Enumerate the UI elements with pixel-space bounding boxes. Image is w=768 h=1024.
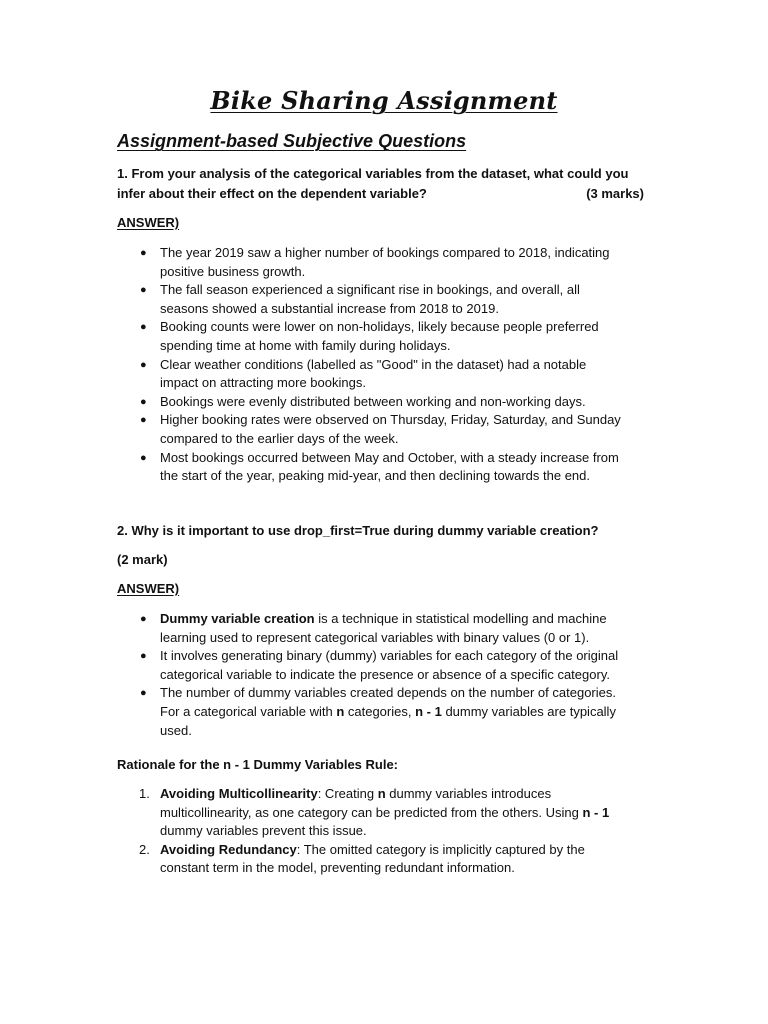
bullet-icon: ● [140, 321, 147, 334]
question-2-text: 2. Why is it important to use drop_first=True during dummy variable creation? [117, 523, 599, 538]
document-title: Bike Sharing Assignment [210, 86, 558, 115]
bullet-icon: ● [140, 451, 147, 464]
question-2-marks: (2 mark) [117, 552, 168, 567]
answer-2-bullet-list [117, 610, 647, 740]
rationale-heading: Rationale for the n - 1 Dummy Variables Rule: [117, 757, 399, 772]
answer-label-2: ANSWER) [117, 581, 180, 596]
answer-1-bullet-list [117, 244, 647, 486]
list-item: ● Clear weather conditions (labelled as "Good" in the dataset) had a notable impact on attracting more bookings. [140, 356, 587, 391]
bullet-icon: ● [140, 687, 147, 700]
list-number: 2. [139, 841, 150, 857]
bullet-icon: ● [140, 650, 147, 663]
list-item: 2. Avoiding Redundancy: The omitted category is implicitly captured by the constant term in the model, preventing redundant information. [139, 841, 585, 876]
question-1 [117, 164, 644, 204]
answer-label-1: ANSWER) [117, 215, 180, 230]
rationale-numbered-list [117, 785, 647, 878]
bullet-icon: ● [140, 358, 147, 371]
term-dummy-variable-creation: Dummy variable creation [160, 611, 315, 626]
question-1-line-1: 1. From your analysis of the categorical variables from the dataset, what could you [117, 166, 629, 181]
bullet-icon: ● [140, 284, 147, 297]
list-item: ● It involves generating binary (dummy) variables for each category of the original categorical variable to indicate the presence or absence of a specific category. [140, 648, 619, 682]
bullet-icon: ● [140, 414, 147, 427]
list-item: 1. Avoiding Multicollinearity: Creating n dummy variables introduces multicollinearity, as one category can be predicted from the others. Using n - 1 dummy variables prevent this issue. [139, 786, 610, 839]
list-item: ● Higher booking rates were observed on Thursday, Friday, Saturday, and Sunday compared to the earlier days of the week. [140, 412, 621, 446]
list-item: ● Bookings were evenly distributed between working and non-working days. [117, 393, 647, 412]
term-avoiding-multicollinearity: Avoiding Multicollinearity [160, 786, 318, 801]
list-number: 1. [139, 786, 150, 801]
bullet-icon: ● [140, 613, 147, 625]
bullet-icon: ● [140, 247, 147, 259]
list-item: ● Dummy variable creation is a technique in statistical modelling and machine learning used to represent categorical variables with binary values (0 or 1). [140, 611, 607, 645]
list-item: ● The year 2019 saw a higher number of bookings compared to 2018, indicating positive business growth. [140, 245, 610, 279]
question-2 [117, 521, 644, 541]
bullet-icon: ● [140, 395, 147, 408]
list-item: ● Most bookings occurred between May and October, with a steady increase from the start of the year, peaking mid-year, and then declining towards the end. [140, 449, 619, 484]
section-heading: Assignment-based Subjective Questions [117, 131, 467, 151]
question-1-marks: (3 marks) [586, 186, 644, 201]
term-avoiding-redundancy: Avoiding Redundancy [160, 841, 297, 857]
question-1-line-2-text: infer about their effect on the dependent variable? [117, 186, 427, 201]
list-item: ● Booking counts were lower on non-holidays, likely because people preferred spending time at home with family during holidays. [140, 319, 599, 353]
list-item: ● The fall season experienced a significant rise in bookings, and overall, all seasons showed a substantial increase from 2018 to 2019. [140, 282, 580, 316]
question-1-line-2 [117, 184, 644, 204]
list-item: ● The number of dummy variables created depends on the number of categories. For a categorical variable with n categories, n - 1 dummy variables are typically used. [140, 685, 616, 738]
